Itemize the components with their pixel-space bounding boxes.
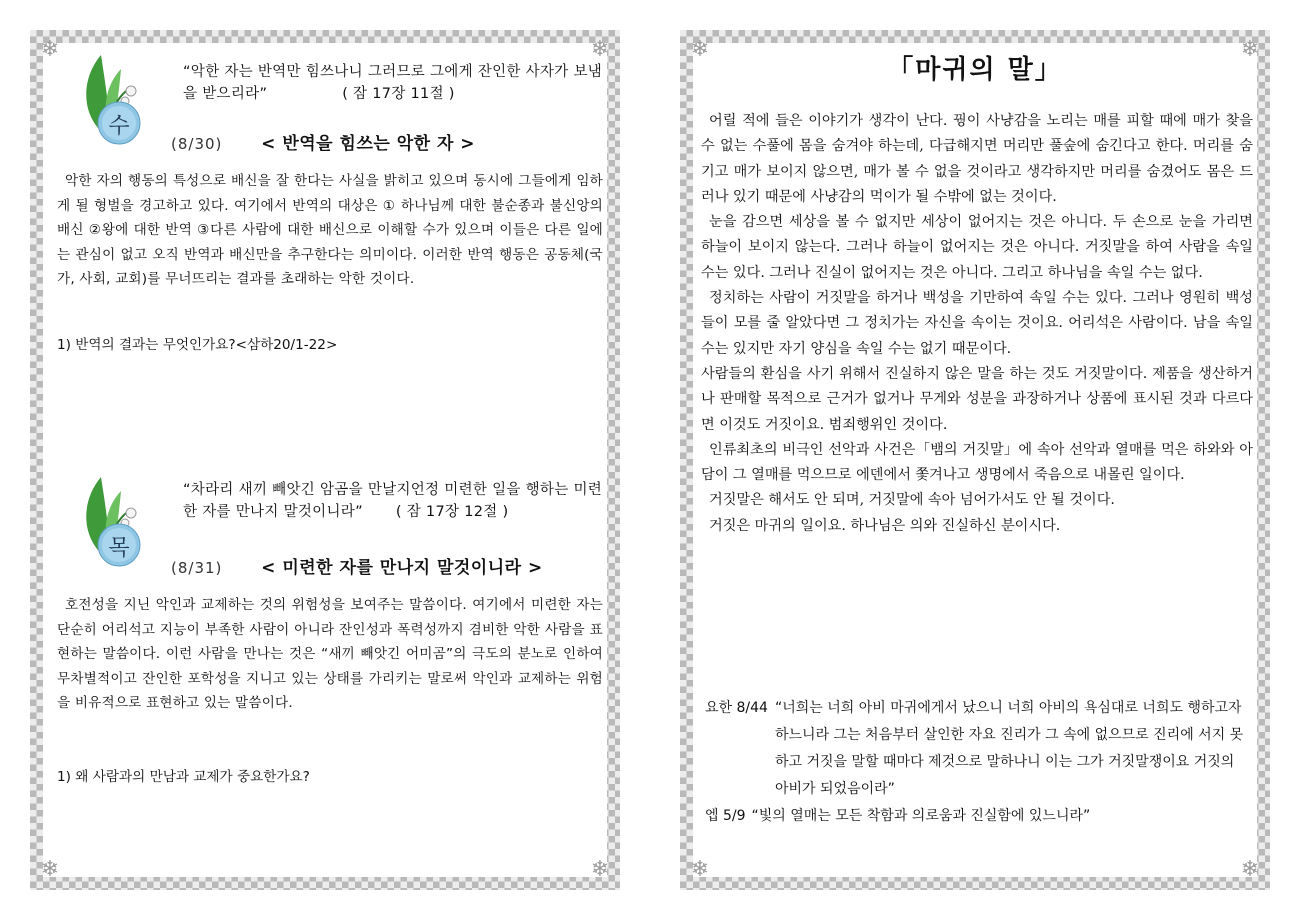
devotion-body: 호전성을 지닌 악인과 교제하는 것의 위험성을 보여주는 말씀이다. 여기에서 미련한 자는 단순히 어리석고 지능이 부족한 사람이 아니라 잔인성과 폭력성까지 겸비한 악한 사람을 표현하는 말씀이다. 이런 사람을 만나는 것은 “새끼 빼앗긴 어미곰”의 극도의 분노로 인하여 무차별적이고 잔인한 포학성을 지니고 있는 상태를 가리키는 말로써 악인과 교제하는 위험을 비유적으로 표현하고 있는 말씀이다. [57,597,603,711]
devotion-topic: < 반역을 힘쓰는 악한 자 > [261,134,476,154]
right-page [680,30,1270,890]
devotion-date: (8/31) [171,559,223,577]
essay-paragraph: 인류최초의 비극인 선악과 사건은「뱀의 거짓말」에 속아 선악과 열매를 먹은 하와와 아담이 그 열매를 먹으므로 에덴에서 쫓겨나고 생명에서 죽음으로 내몰린 일이다. [701,441,1253,484]
essay-paragraph: 거짓말은 해서도 안 되며, 거짓말에 속아 넘어가서도 안 될 것이다. [709,492,1115,509]
essay-paragraph: 정치하는 사람이 거짓말을 하거나 백성을 기만하여 속일 수는 있다. 그러나 영원히 백성들이 모를 줄 알았다면 그 정치가는 자신을 속이는 것이요. 어리석은 사람이다. 남을 속일 수는 있지만 자기 양심을 속일 수는 없기 때문이다. [701,290,1253,357]
essay-paragraph: 눈을 감으면 세상을 볼 수 없지만 세상이 없어지는 것은 아니다. 두 손으로 눈을 가리면 하늘이 보이지 않는다. 그러나 하늘이 없어지는 것은 아니다. 거짓말을 하여 사람을 속일 수는 있다. 그러나 진실이 없어지는 것은 아니다. 그리고 하나님을 속일 수는 없다. [701,214,1253,281]
verse-item [705,803,1253,830]
devotion-body: 악한 자의 행동의 특성으로 배신을 잘 한다는 사실을 밝히고 있으며 동시에 그들에게 임하게 될 형벌을 경고하고 있다. 여기에서 반역의 대상은 ① 하나님께 대한 불순종과 불신앙의 배신 ②왕에 대한 반역 ③다른 사람에 대한 배신으로 이해할 수가 있으며 이들은 다른 일에는 관심이 없고 오직 반역과 배신만을 추구한다는 의미이다. 이러한 반역 행동은 공동체(국가, 사회, 교회)를 무너뜨리는 결과를 초래하는 악한 것이다. [57,173,603,287]
day-badge: 수 [108,114,130,139]
devotion-date: (8/30) [171,135,223,153]
verse-item [705,695,1253,803]
scripture-verses [705,695,1253,830]
essay-paragraph: 어릴 적에 들은 이야기가 생각이 난다. 꿩이 사냥감을 노리는 매를 피할 때에 매가 찾을 수 없는 수풀에 몸을 숨겨야 하는데, 다급해지면 머리만 풀숲에 숨긴다고 한다. 머리를 숨기고 매가 보이지 않으면, 매가 볼 수 없을 것이라고 생각하지만 머리를 숨겼어도 몸은 드러나 있기 때문에 사냥감의 먹이가 될 수밖에 없는 것이다. [701,113,1253,205]
scripture-quote: “차라리 새끼 빼앗긴 암곰을 만날지언정 미련한 일을 행하는 미련한 자를 만나지 말것이니라” ( 잠 17장 12절 ) [183,482,603,520]
snowflake-corner-icon: ❄ [690,37,710,62]
devotion-topic: < 미련한 자를 만나지 말것이니라 > [261,558,543,578]
scripture-quote: “악한 자는 반역만 힘쓰나니 그러므로 그에게 잔인한 사자가 보냄을 받으리라” ( 잠 17장 11절 ) [183,64,603,102]
day-badge: 목 [108,536,130,561]
snowflake-corner-icon: ❄ [690,857,710,882]
left-page [30,30,620,890]
snowflake-corner-icon: ❄ [590,37,610,62]
snowflake-corner-icon: ❄ [1240,857,1260,882]
devotion-question: 1) 왜 사람과의 만남과 교제가 중요한가요? [57,769,310,785]
page-title: 「마귀의 말」 [887,55,1063,85]
snowflake-corner-icon: ❄ [590,857,610,882]
essay-paragraph: 거짓은 마귀의 일이요. 하나님은 의와 진실하신 분이시다. [709,517,1061,534]
devotion-heading [171,129,475,154]
verse-text: “너희는 너희 아비 마귀에게서 났으니 너희 아비의 욕심대로 너희도 행하고자 하느니라 그는 처음부터 살인한 자요 진리가 그 속에 없으므로 진리에 서지 못하고 거짓을 말할 때마다 제것으로 말하나니 이는 그가 거짓말쟁이요 거짓의 아비가 되었음이라” [775,700,1244,797]
scripture-reference: ( 잠 17장 11절 ) [342,86,455,102]
scripture-reference: ( 잠 17장 12절 ) [395,504,509,520]
verse-reference: 요한 8/44 [705,700,768,716]
snowflake-corner-icon: ❄ [1240,37,1260,62]
devotion-question: 1) 반역의 결과는 무엇인가요?<삼하20/1-22> [57,337,338,353]
verse-reference: 엡 5/9 [705,808,746,824]
devotion-heading [171,553,543,578]
snowflake-corner-icon: ❄ [40,857,60,882]
verse-text: “빛의 열매는 모든 착함과 의로움과 진실함에 있느니라” [751,808,1091,824]
snowflake-corner-icon: ❄ [40,37,60,62]
essay-body [701,109,1253,539]
essay-paragraph: 사람들의 환심을 사기 위해서 진실하지 않은 말을 하는 것도 거짓말이다. 제품을 생산하거나 판매할 목적으로 근거가 없거나 무게와 성분을 과장하거나 상품에 표시된 것과 다르다면 이것도 거짓이요. 범죄행위인 것이다. [701,365,1253,433]
